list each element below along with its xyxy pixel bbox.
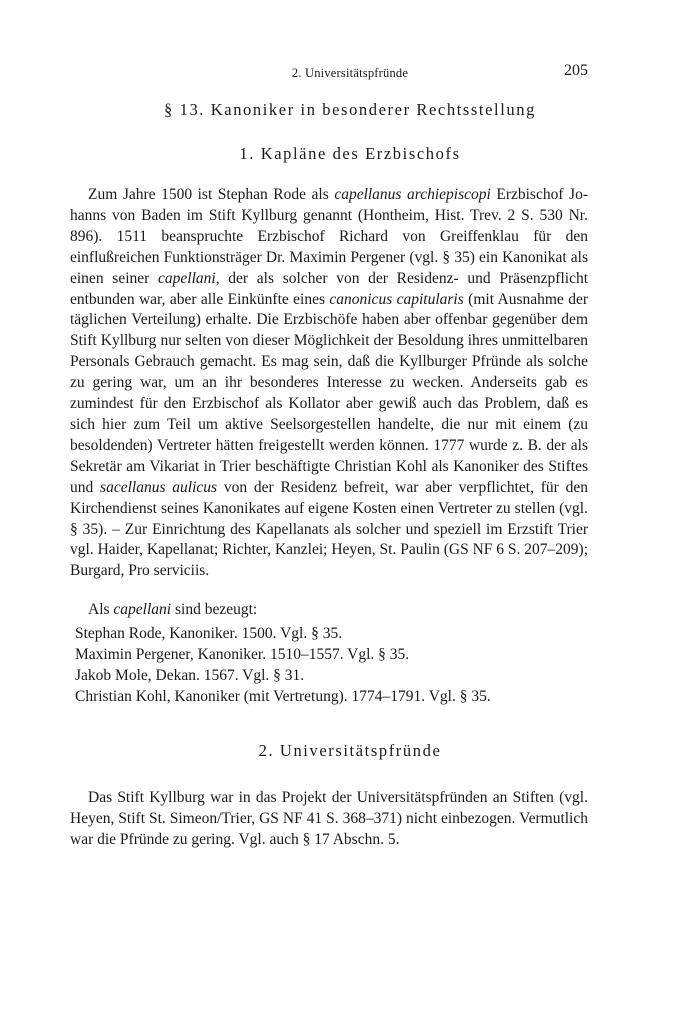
text-run: Erzbischof Johanns von Baden im Stift Kyllburg genannt (Hontheim, Hist. Trev. 2 S. 530 Nr. 896). 1511 beanspruchte Erzbischof Richard von Greiffenklau für den einflußreichen Funktionsträger Dr. Maximin Pergener (vgl. § 35) ein Kanonikat als einen seiner [70, 186, 588, 287]
capellani-list [75, 624, 491, 708]
list-intro [88, 600, 257, 621]
page-number: 205 [564, 62, 588, 79]
text-run: von der Residenz befreit, war aber verpflichtet, für den Kirchendienst seines Kanonikates auf eigene Kosten einen Vertreter zu stellen (vgl. § 35). – Zur Einrichtung des Kapellanats als solcher und speziell im Erzstift Trier vgl. Haider, Kapellanat; Richter, Kanzlei; Heyen, St. Paulin (GS NF 6 S. 207–209); Burgard, Pro serviciis. [70, 478, 588, 580]
list-item: Stephan Rode, Kanoniker. 1500. Vgl. § 35. [75, 625, 343, 642]
list-item: Christian Kohl, Kanoniker (mit Vertretung). 1774–1791. Vgl. § 35. [75, 687, 491, 705]
latin-term: capellani [158, 269, 216, 287]
text-run: (mit Ausnahme der täglichen Verteilung) erhalte. Die Erzbischöfe haben aber offenbar gegenüber dem Stift Kyllburg nur selten von dieser Möglichkeit der Besoldung ihres unmittelbaren Personals Gebrauch gemacht. Es mag sein, daß die Kyllburger Pfründe als solche zu gering war, um an ihr besonderes Interesse zu wecken. Anderseits gab es zumindest für den Erzbischof als Kollator aber gewiß auch das Problem, daß es sich hier zum Teil um aktive Seelsorgestellen handelte, die nur mit einem (zu besoldenden) Vertreter hätten freigestellt werden können. 1777 wurde z. B. der als Sekretär am Vikariat in Trier beschäftigte Christian Kohl als Kanoniker des Stiftes und [70, 290, 588, 496]
running-head: 2. Universitätspfründe [291, 66, 409, 80]
subsection-1-title: 1. Kapläne des Erzbischofs [239, 144, 461, 163]
latin-term: sacellanus aulicus [100, 478, 218, 496]
latin-term: canonicus capitularis [329, 290, 464, 308]
list-item: Jakob Mole, Dekan. 1567. Vgl. § 31. [75, 666, 305, 684]
paragraph-kaplaene [70, 185, 588, 582]
text-run: sind bezeugt: [171, 601, 258, 618]
section-heading: § 13. Kanoniker in besonderer Rechtsstellung [164, 100, 536, 119]
latin-term: capellanus archiepiscopi [334, 186, 491, 203]
text-run: Zum Jahre 1500 ist Stephan Rode als [88, 186, 335, 203]
subsection-2-title: 2. Universitätspfründe [258, 741, 442, 760]
text-run: , der als solcher von der Residenz- und Präsenzpflicht entbunden war, aber alle Einkünfte eines [70, 269, 589, 308]
list-item: Maximin Pergener, Kanoniker. 1510–1557. Vgl. § 35. [75, 645, 410, 663]
paragraph-universitaetspfruende: Das Stift Kyllburg war in das Projekt der Universitätspfründen an Stiften (vgl. Heyen, Stift St. Simeon/Trier, GS NF 41 S. 368–371) nicht einbezogen. Vermutlich war die Pfründe zu gering. Vgl. auch § 17 Abschn. 5. [70, 789, 588, 848]
latin-term: capellani [113, 601, 172, 618]
text-run: Als [88, 601, 114, 618]
